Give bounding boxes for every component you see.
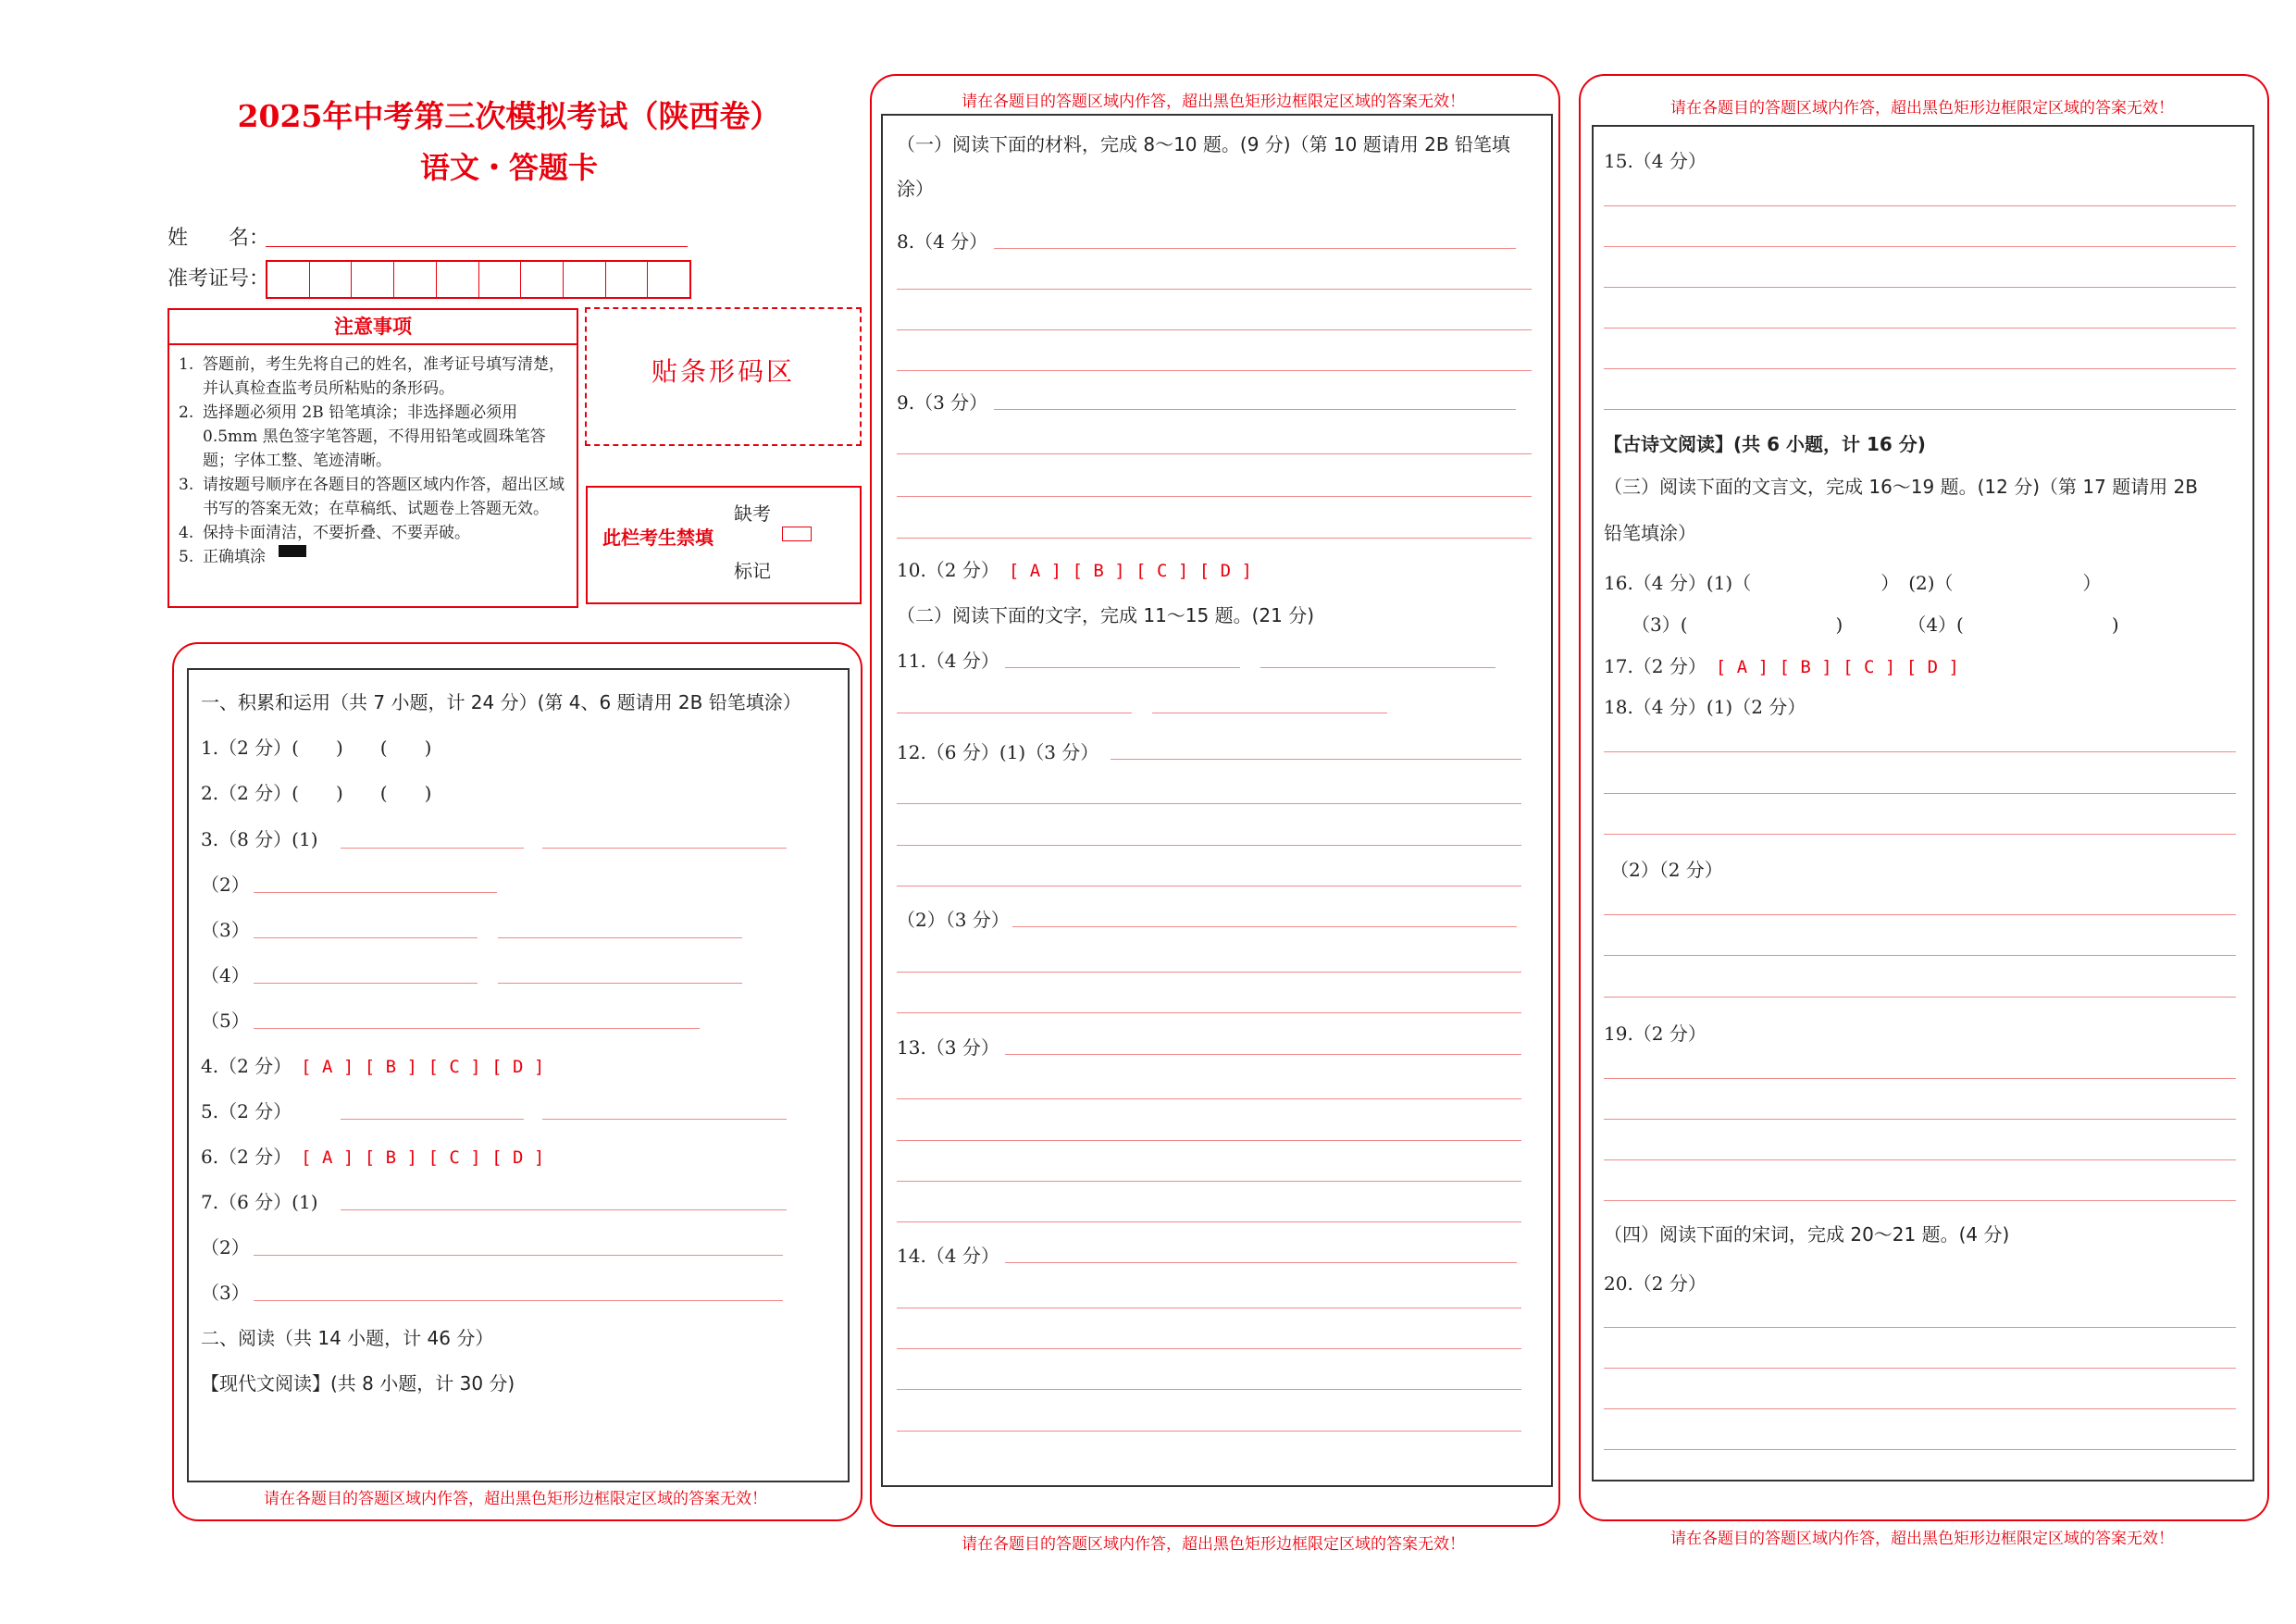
answer-line[interactable] [897,289,1532,290]
warning-note: 请在各题目的答题区域内作答，超出黑色矩形边框限定区域的答案无效！ [962,93,1465,111]
answer-line[interactable] [1604,287,2236,288]
correct-fill-example [279,545,306,557]
answer-line[interactable] [341,848,524,849]
q7-3-label: （3） [201,1282,250,1304]
q2-label: 2.（2 分）( ) ( ) [201,782,432,804]
answer-line[interactable] [254,1255,783,1256]
id-digit-box[interactable] [521,262,564,297]
warning-note: 请在各题目的答题区域内作答，超出黑色矩形边框限定区域的答案无效！ [1670,99,2174,118]
answer-line[interactable] [1604,1119,2236,1120]
q15-label: 15.（4 分） [1604,150,1706,172]
answer-line[interactable] [254,937,478,938]
q3-3-label: （3） [201,919,250,941]
q3-2-label: （2） [201,874,250,896]
answer-line[interactable] [254,983,478,984]
answer-line[interactable] [254,1028,700,1029]
barcode-area [585,307,862,446]
answer-line[interactable] [897,1181,1521,1182]
answer-line[interactable] [1604,955,2236,956]
q3-label: 3.（8 分）(1) [201,828,318,850]
barcode-label: 贴条形码区 [651,356,795,387]
id-digit-box[interactable] [394,262,437,297]
q1-label: 1.（2 分）( ) ( ) [201,737,432,759]
q20-label: 20.（2 分） [1604,1272,1706,1295]
answer-line[interactable] [542,1119,787,1120]
answer-line[interactable] [1604,328,2236,329]
answer-line[interactable] [897,1221,1521,1222]
modern-reading-heading: 【现代文阅读】(共 8 小题，计 30 分) [201,1372,515,1395]
notice-item: 5. 正确填涂 [179,545,567,569]
q10-label: 10.（2 分） [ A ] [ B ] [ C ] [ D ] [897,559,1252,581]
q19-label: 19.（2 分） [1604,1023,1706,1045]
q18-label: 18.（4 分）(1)（2 分） [1604,696,1806,718]
answer-line[interactable] [1260,667,1496,668]
absent-no-fill-label: 此栏考生禁填 [602,527,714,549]
answer-line[interactable] [897,453,1532,454]
answer-line[interactable] [1604,793,2236,794]
q18-2-label: （2）（2 分） [1610,859,1723,881]
id-digit-box[interactable] [564,262,606,297]
id-digit-box[interactable] [437,262,479,297]
ancient-reading-heading: 【古诗文阅读】(共 6 小题，计 16 分) [1604,433,1926,455]
section1-heading: 一、积累和运用（共 7 小题，计 24 分）(第 4、6 题请用 2B 铅笔填涂） [201,691,801,713]
q13-label: 13.（3 分） [897,1036,999,1059]
q17-options[interactable]: [ A ] [ B ] [ C ] [ D ] [1715,657,1959,677]
part3-heading: （三）阅读下面的文言文，完成 16～19 题。(12 分)（第 17 题请用 2B 铅笔填涂） [1604,476,2198,544]
notice-item: 2. 选择题必须用 2B 铅笔填涂；非选择题必须用 0.5mm 黑色签字笔答题，不得用铅笔或圆珠笔答题；字体工整、笔迹清晰。 [179,403,546,470]
column2-answer-box [881,114,1553,1487]
answer-line[interactable] [897,370,1532,371]
answer-line[interactable] [1604,834,2236,835]
q6-options[interactable]: [ A ] [ B ] [ C ] [ D ] [301,1147,545,1168]
answer-line[interactable] [897,1140,1521,1141]
id-digit-box[interactable] [310,262,353,297]
answer-line[interactable] [1005,667,1240,668]
answer-line[interactable] [498,937,742,938]
answer-line[interactable] [341,1119,524,1120]
answer-line[interactable] [1604,997,2236,998]
id-label: 准考证号： [168,267,270,291]
q12-label: 12.（6 分）(1)（3 分） [897,741,1099,763]
answer-line[interactable] [1604,246,2236,247]
answer-line[interactable] [994,248,1516,249]
answer-line[interactable] [1604,1449,2236,1450]
id-digit-box[interactable] [352,262,394,297]
absent-top-label: 缺考 [734,502,771,525]
answer-line[interactable] [254,1300,783,1301]
notice-item: 3. 请按题号顺序在各题目的答题区域内作答，超出区域书写的答案无效；在草稿纸、试题卷上答题无效。 [179,476,565,518]
answer-line[interactable] [1604,1200,2236,1201]
answer-line[interactable] [1604,409,2236,410]
answer-line[interactable] [897,1431,1521,1432]
q10-options[interactable]: [ A ] [ B ] [ C ] [ D ] [1008,561,1252,581]
q6-label: 6.（2 分） [ A ] [ B ] [ C ] [ D ] [201,1146,545,1168]
part4-heading: （四）阅读下面的宋词，完成 20～21 题。(4 分) [1604,1223,2010,1246]
answer-line[interactable] [1005,1054,1521,1055]
id-digit-box[interactable] [267,262,310,297]
absent-mark-box [586,486,862,604]
id-digit-box[interactable] [648,262,689,297]
answer-line[interactable] [1012,926,1517,927]
part2-heading: （二）阅读下面的文字，完成 11～15 题。(21 分) [897,604,1315,626]
id-digit-box[interactable] [606,262,649,297]
q8-label: 8.（4 分） [897,230,988,253]
answer-line[interactable] [498,983,742,984]
warning-note: 请在各题目的答题区域内作答，超出黑色矩形边框限定区域的答案无效！ [962,1535,1465,1554]
exam-title: 2025年中考第三次模拟考试（陕西卷） [237,98,781,134]
q3-5-label: （5） [201,1010,250,1032]
q11-label: 11.（4 分） [897,650,999,672]
notice-item: 4. 保持卡面清洁，不要折叠、不要弄破。 [179,524,470,542]
q14-label: 14.（4 分） [897,1245,999,1267]
answer-line[interactable] [897,972,1521,973]
answer-line[interactable] [1111,759,1521,760]
answer-line[interactable] [897,1389,1521,1390]
answer-line[interactable] [897,845,1521,846]
answer-line[interactable] [897,1098,1521,1099]
answer-line[interactable] [1604,914,2236,915]
absent-bottom-label: 标记 [734,560,771,582]
q3-4-label: （4） [201,964,250,986]
q12-2-label: （2）（3 分） [897,909,1010,931]
q7-2-label: （2） [201,1236,250,1258]
q9-label: 9.（3 分） [897,391,988,414]
answer-line[interactable] [897,329,1532,330]
warning-note: 请在各题目的答题区域内作答，超出黑色矩形边框限定区域的答案无效！ [1670,1530,2174,1548]
answer-line[interactable] [1604,1327,2236,1328]
answer-line[interactable] [341,1209,787,1210]
q4-options[interactable]: [ A ] [ B ] [ C ] [ D ] [301,1057,545,1077]
answer-line[interactable] [1604,368,2236,369]
answer-line[interactable] [1604,1368,2236,1369]
answer-line[interactable] [897,538,1532,539]
notice-item: 1. 答题前，考生先将自己的姓名，准考证号填写清楚，并认真检查监考员所粘贴的条形码。 [179,355,565,398]
id-digit-box[interactable] [479,262,522,297]
answer-line[interactable] [1604,205,2236,206]
answer-line[interactable] [1604,1159,2236,1160]
q16-row2[interactable]: （3）( ) （4）( ) [1632,614,2119,636]
answer-line[interactable] [897,803,1521,804]
q7-label: 7.（6 分）(1) [201,1191,318,1213]
section2-heading: 二、阅读（共 14 小题，计 46 分） [201,1327,494,1349]
name-label: 姓 名： [168,227,270,250]
notice-heading: 注意事项 [169,310,577,345]
warning-note: 请在各题目的答题区域内作答，超出黑色矩形边框限定区域的答案无效！ [264,1490,767,1508]
q16-row1[interactable]: 16.（4 分）(1)（ ） (2)（ ） [1604,572,2102,594]
q5-label: 5.（2 分） [201,1100,292,1122]
answer-line[interactable] [1604,751,2236,752]
answer-line[interactable] [254,892,497,893]
answer-line[interactable] [897,1348,1521,1349]
q4-label: 4.（2 分） [ A ] [ B ] [ C ] [ D ] [201,1055,545,1077]
answer-line[interactable] [994,409,1516,410]
name-field[interactable] [266,246,688,247]
answer-line[interactable] [542,848,787,849]
answer-line[interactable] [1005,1262,1517,1263]
part1-heading: （一）阅读下面的材料，完成 8～10 题。(9 分)（第 10 题请用 2B 铅笔填 涂） [897,133,1510,200]
absent-checkbox[interactable] [782,527,812,541]
answer-line[interactable] [897,1012,1521,1013]
exam-id-boxes[interactable] [266,260,691,299]
answer-line[interactable] [1604,1078,2236,1079]
q17-label: 17.（2 分） [ A ] [ B ] [ C ] [ D ] [1604,655,1959,677]
answer-line[interactable] [897,496,1532,497]
answer-line[interactable] [1604,1408,2236,1409]
card-subtitle: 语文・答题卡 [419,150,598,185]
notice-box [168,308,578,608]
